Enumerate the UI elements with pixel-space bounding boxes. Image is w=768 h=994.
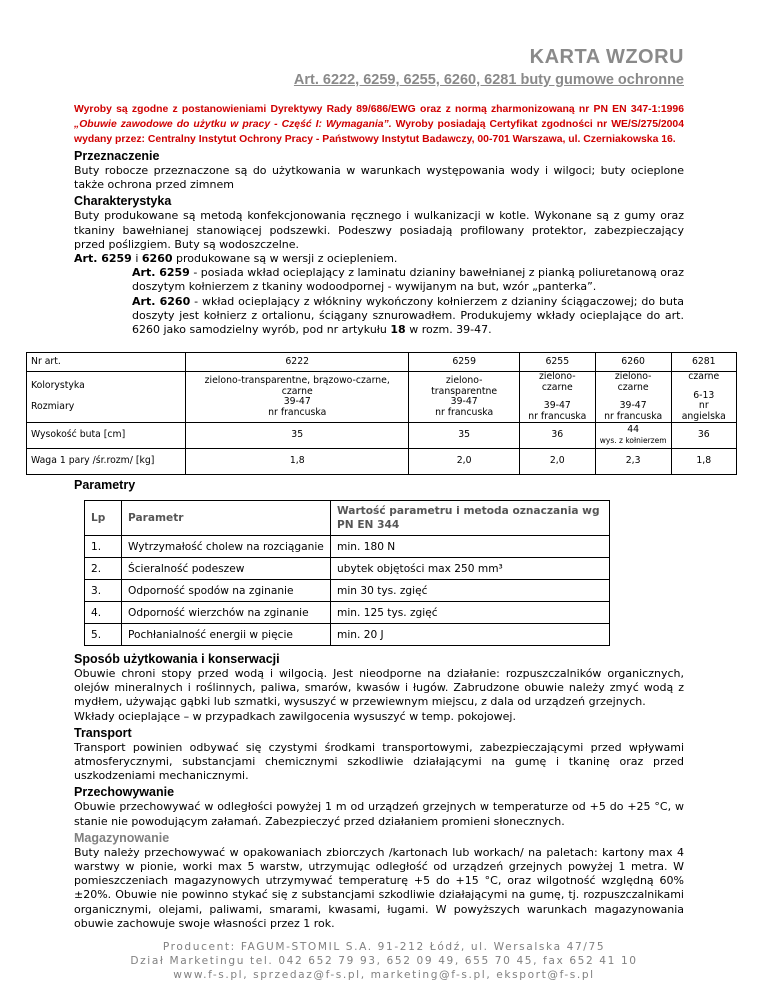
footer-producer: Producent: FAGUM-STOMIL S.A. 91-212 Łódź, ul. Wersalska 47/75	[162, 941, 606, 953]
sposob-text: Obuwie chroni stopy przed wodą i wilgocią. Jest nieodporne na działanie: rozpuszczalników organicznych, olejów mineralnych i roślinnych, paliwa, smarów, kwasów i ługów. Zabrudzone obuwie należy zmyć wodą z mydłem, używając gąbki lub szmatki, wysuszyć w przewiewnym miejscu, z dala od urządzeń grzejnych.	[74, 667, 684, 709]
specs-label: Wysokość buta [cm]	[27, 423, 186, 449]
art-18-number: 18	[390, 323, 406, 337]
conformity-text-1: Wyroby są zgodne z postanowieniami Dyrektywy Rady 89/686/EWG oraz z normą zharmonizowaną nr PN EN 347-1:1996	[74, 104, 684, 115]
art-6260-end: w rozm. 39-47.	[405, 323, 492, 337]
conformity-norm-title: „Obuwie zawodowe do użytku w pracy - Część I: Wymagania”.	[74, 119, 392, 130]
params-table	[84, 500, 610, 646]
size-unit: nr angielska	[681, 400, 726, 422]
label-kolorystyka: Kolorystyka	[31, 380, 85, 391]
params-row	[85, 624, 610, 646]
specs-cell: 2,0	[519, 449, 595, 475]
params-header	[85, 501, 610, 536]
param-cell: Wytrzymałość cholew na rozciąganie	[122, 536, 331, 558]
size-value: 39-47	[543, 400, 571, 411]
przechowywanie-text: Obuwie przechowywać w odległości powyżej 1 m od urządzeń grzejnych w temperaturze od +5 do +25 °C, w stanie nie powodującym załamań. Zabezpieczyć przed działaniem promieni słonecznych.	[74, 800, 684, 828]
section-heading-parametry: Parametry	[74, 478, 136, 492]
params-row	[85, 602, 610, 624]
color-value: zielono-czarne	[614, 371, 652, 393]
value-cell: min. 180 N	[331, 536, 610, 558]
size-unit: nr francuska	[604, 410, 663, 422]
specs-cell: 1,8	[671, 449, 736, 475]
size-unit: nr francuska	[435, 406, 494, 418]
params-row	[85, 558, 610, 580]
size-value: 39-47	[283, 396, 311, 407]
specs-cell: 2,3	[595, 449, 671, 475]
specs-cell: 6259	[409, 353, 519, 372]
przeznaczenie-text: Buty robocze przeznaczone są do użytkowania w warunkach występowania wody i wilgoci; buty ocieplone także ochrona przed zimnem	[74, 164, 684, 192]
color-value: zielono-czarne	[539, 371, 576, 393]
conformity-statement	[74, 102, 684, 147]
magazynowanie-text: Buty należy przechowywać w opakowaniach zbiorczych /kartonach lub workach/ na paletach: kartony max 4 warstwy w pionie, worki max 5 warstw, utrzymując odległość od urządzeń grzejnych powyżej 1 metra. W pomieszczeniach magazynowych utrzymywać temperaturę +5 do +15 °C, oraz wilgotność względną 60%±20%. Obuwie nie powinno stykać się z substancjami szkodliwie działającymi na gumę, tj. rozpuszczalnikami organicznymi, olejami, paliwami, smarami, kwasami, ługami. W powyższych warunkach magazynowania obuwie zachowuje swoje własności przez 1 rok.	[74, 845, 684, 930]
param-cell: Ścieralność podeszew	[122, 558, 331, 580]
specs-table	[26, 352, 737, 475]
specs-cell: 6281	[671, 353, 736, 372]
charakterystyka-art-line	[74, 252, 684, 266]
value-cell: ubytek objętości max 250 mm³	[331, 558, 610, 580]
size-unit: nr francuska	[268, 406, 327, 418]
art-6260-description	[74, 295, 684, 338]
art-6260-ref: 6260	[141, 252, 173, 266]
col-param: Parametr	[122, 501, 331, 536]
specs-cell	[595, 423, 671, 449]
specs-cell	[409, 372, 519, 423]
col-lp: Lp	[85, 501, 122, 536]
footer-contacts: www.f-s.pl, sprzedaz@f-s.pl, marketing@f-s.pl, eksport@f-s.pl	[173, 969, 595, 981]
specs-cell: 6255	[519, 353, 595, 372]
conformity-text-2: Wyroby posiadają Certyfikat zgodności nr WE/S/275/2004 wydany przez: Centralny Instytut Ochrony Pracy - Państwowy Instytut Badawczy, 00-701 Warszawa, ul. Czerniakowska 16.	[74, 119, 684, 145]
section-heading-charakterystyka: Charakterystyka	[74, 194, 172, 209]
charakterystyka-text: Buty produkowane są metodą konfekcjonowania ręcznego i wulkanizacji w kotle. Wykonane są z gumy oraz tkaniny bawełnianej stanowiącej podszewki. Podeszwy posiadają profilowany protektor, zabezpieczający przed poślizgiem. Buty są wodoszczelne.	[74, 209, 684, 251]
size-unit: nr francuska	[528, 410, 587, 422]
height-note: wys. z kołnierzem	[599, 435, 667, 445]
specs-row-art	[27, 353, 737, 372]
value-cell: min. 125 tys. zgięć	[331, 602, 610, 624]
section-heading-przeznaczenie: Przeznaczenie	[74, 149, 160, 163]
specs-label: Nr art.	[27, 353, 186, 372]
value-cell: min 30 tys. zgięć	[331, 580, 610, 602]
specs-cell	[595, 372, 671, 423]
value-cell: min. 20 J	[331, 624, 610, 646]
size-value: 6-13	[693, 389, 715, 401]
specs-label: Waga 1 pary /śr.rozm/ [kg]	[27, 449, 186, 475]
art-6259-description	[74, 266, 684, 294]
height-value: 44	[627, 424, 640, 435]
specs-row-weight	[27, 449, 737, 475]
specs-row-height	[27, 423, 737, 449]
specs-cell	[186, 372, 409, 423]
lp-cell: 5.	[85, 624, 122, 646]
specs-cell: 6260	[595, 353, 671, 372]
specs-cell: 36	[519, 423, 595, 449]
section-heading-przechowywanie: Przechowywanie	[74, 785, 175, 800]
params-row	[85, 580, 610, 602]
param-cell: Odporność spodów na zginanie	[122, 580, 331, 602]
page-title: KARTA WZORU	[529, 46, 684, 68]
col-value: Wartość parametru i metoda oznaczania wg PN EN 344	[331, 501, 610, 536]
specs-cell: 35	[409, 423, 519, 449]
art-6259-text: - posiada wkład ocieplający z laminatu dzianiny bawełnianej z pianką poliuretanową oraz doszytym kołnierzem z tkaniny wodoodpornej - wywijanym na but, wzór „panterka”.	[132, 266, 684, 294]
lp-cell: 3.	[85, 580, 122, 602]
specs-cell: 36	[671, 423, 736, 449]
art-6259-ref: Art. 6259	[74, 252, 132, 266]
label-rozmiary: Rozmiary	[31, 401, 75, 412]
specs-label	[27, 372, 186, 423]
section-heading-magazynowanie: Magazynowanie	[74, 830, 170, 845]
section-heading-sposob: Sposób użytkowania i konserwacji	[74, 652, 280, 666]
color-value: zielono-transparentne, brązowo-czarne, czarne	[204, 375, 390, 397]
section-heading-transport: Transport	[74, 725, 132, 740]
param-cell: Odporność wierzchów na zginanie	[122, 602, 331, 624]
lp-cell: 2.	[85, 558, 122, 580]
document-body-lower	[74, 476, 684, 931]
page-subtitle: Art. 6222, 6259, 6255, 6260, 6281 buty gumowe ochronne	[293, 72, 684, 88]
art-6260-label: Art. 6260	[132, 294, 191, 308]
transport-text: Transport powinien odbywać się czystymi środkami transportowymi, zabezpieczającymi przed wpływami atmosferycznymi, substancjami chemicznymi szkodliwie działającymi na gumę i tkaninę oraz przed uszkodzeniami mechanicznymi.	[74, 740, 684, 783]
conjunction: i	[131, 252, 142, 266]
specs-row-color	[27, 372, 737, 423]
document-body	[74, 46, 684, 337]
art-6259-label: Art. 6259	[132, 266, 190, 280]
art-line-rest: produkowane są w wersji z ociepleniem.	[172, 252, 398, 266]
color-value: zielono-transparentne	[431, 375, 498, 397]
params-row	[85, 536, 610, 558]
param-cell: Pochłanialność energii w pięcie	[122, 624, 331, 646]
specs-cell: 6222	[186, 353, 409, 372]
lp-cell: 1.	[85, 536, 122, 558]
specs-cell: 35	[186, 423, 409, 449]
size-value: 39-47	[619, 400, 647, 411]
specs-cell	[519, 372, 595, 423]
specs-cell: 2,0	[409, 449, 519, 475]
footer	[0, 940, 768, 982]
size-value: 39-47	[450, 396, 478, 407]
footer-marketing: Dział Marketingu tel. 042 652 79 93, 652 09 49, 655 70 45, fax 652 41 10	[130, 955, 638, 967]
specs-cell	[671, 372, 736, 423]
art-6260-text: - wkład ocieplający z włókniny wykończony kołnierzem z dzianiny ściągaczowej; do buta doszyty jest kołnierz z ortalionu, ściągany sznurowadłem. Produkujemy wkłady ocieplające do art. 6260 jako samodzielny wyrób, pod nr artykułu	[132, 294, 684, 337]
sposob-text-2: Wkłady ocieplające – w przypadkach zawilgocenia wysuszyć w temp. pokojowej.	[74, 709, 516, 723]
lp-cell: 4.	[85, 602, 122, 624]
color-value: czarne	[688, 371, 720, 382]
specs-cell: 1,8	[186, 449, 409, 475]
